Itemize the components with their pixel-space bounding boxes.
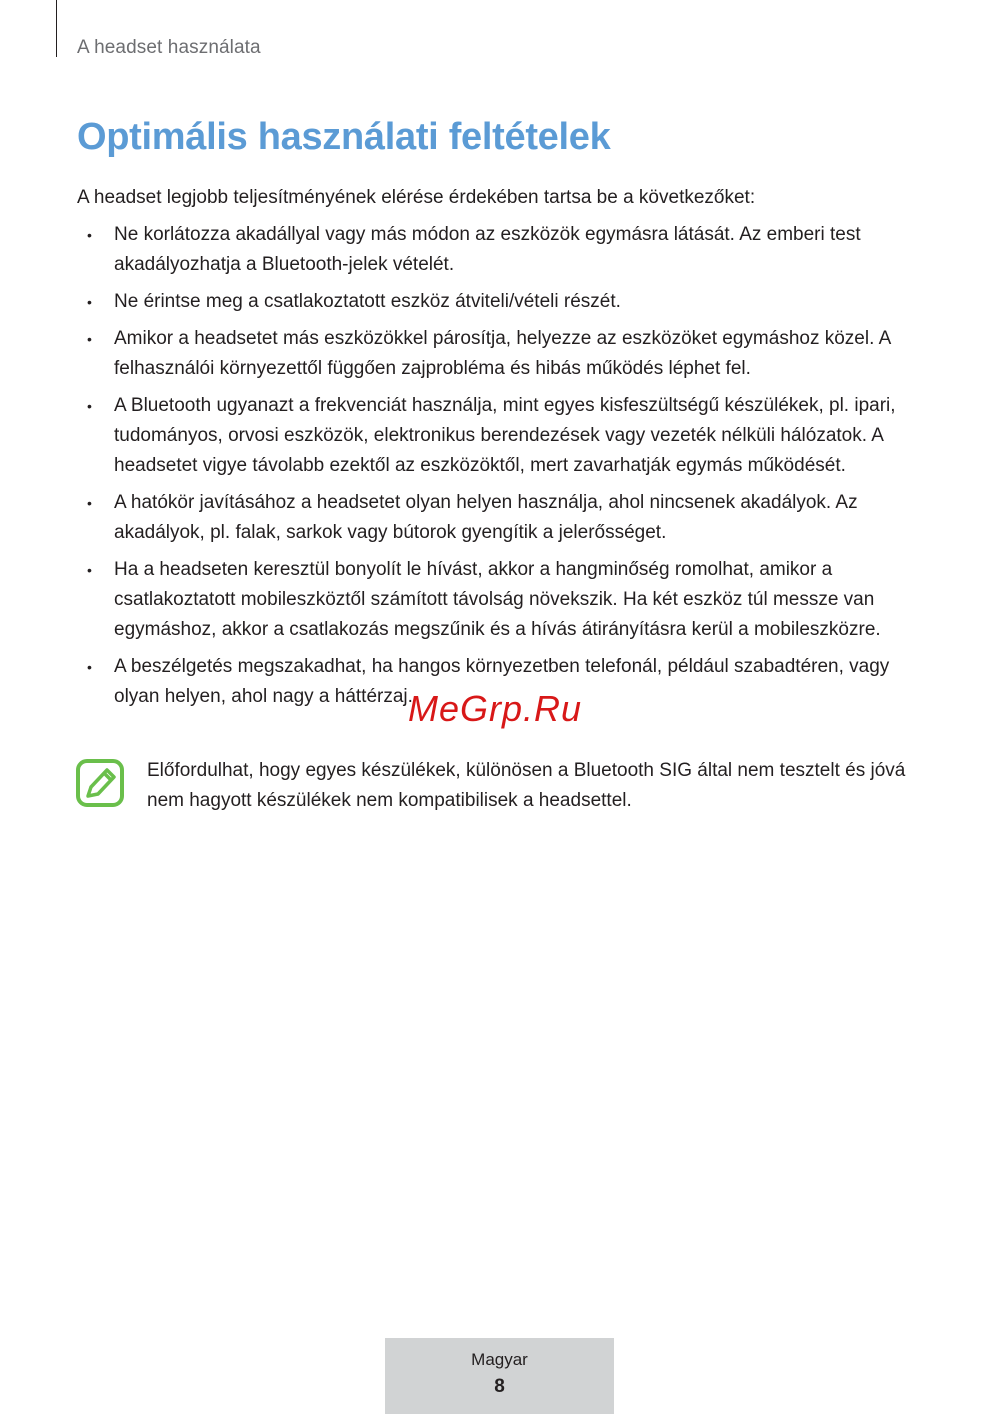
conditions-list <box>77 220 937 719</box>
page-footer <box>385 1338 614 1414</box>
list-item-text: A beszélgetés megszakadhat, ha hangos környezetben telefonál, például szabadtéren, vagy olyan helyen, ahol nagy a háttérzaj. <box>114 656 890 707</box>
note-pencil-icon <box>76 758 124 808</box>
list-item-text: Ne érintse meg a csatlakoztatott eszköz átviteli/vételi részét. <box>114 291 621 312</box>
list-item-text: Ha a headseten keresztül bonyolít le hívást, akkor a hangminőség romolhat, amikor a csatlakoztatott mobileszköztől számított távolság növekszik. Ha két eszköz túl messze van egymáshoz, akkor a csatlakozás megszűnik és a hívás átirányításra kerül a mobileszközre. <box>114 559 881 640</box>
list-item <box>77 324 937 384</box>
list-item-text: A Bluetooth ugyanazt a frekvenciát használja, mint egyes kisfeszültségű készülékek, pl. ipari, tudományos, orvosi eszközök, elektronikus berendezések vagy vezeték nélküli hálózatok. A headsetet vigye távolabb ezektől az eszközöktől, mert zavarhatják egymás működését. <box>114 395 896 476</box>
page-number: 8 <box>494 1376 505 1397</box>
bullet-icon: • <box>87 331 92 347</box>
list-item-text: A hatókör javításához a headsetet olyan helyen használja, ahol nincsenek akadályok. Az akadályok, pl. falak, sarkok vagy bútorok gyengítik a jelerősséget. <box>114 492 858 543</box>
bullet-icon: • <box>87 562 92 578</box>
watermark: MeGrp.Ru <box>408 688 583 729</box>
bullet-icon: • <box>87 398 92 414</box>
list-item <box>77 391 937 481</box>
intro-paragraph: A headset legjobb teljesítményének elérése érdekében tartsa be a következőket: <box>77 187 756 208</box>
page-title: Optimális használati feltételek <box>77 116 611 158</box>
note-block <box>76 756 936 816</box>
list-item-text: Amikor a headsetet más eszközökkel párosítja, helyezze az eszközöket egymáshoz közel. A felhasználói környezettől függően zajprobléma és hibás működés léphet fel. <box>114 328 891 379</box>
list-item <box>77 220 937 280</box>
bullet-icon: • <box>87 495 92 511</box>
header-divider <box>56 0 57 57</box>
footer-language: Magyar <box>471 1350 528 1369</box>
list-item <box>77 488 937 548</box>
bullet-icon: • <box>87 294 92 310</box>
list-item <box>77 287 937 317</box>
note-text: Előfordulhat, hogy egyes készülékek, különösen a Bluetooth SIG által nem tesztelt és jóvá nem hagyott készülékek nem kompatibilisek a headsettel. <box>147 760 906 811</box>
list-item <box>77 555 937 645</box>
bullet-icon: • <box>87 227 92 243</box>
bullet-icon: • <box>87 659 92 675</box>
section-header: A headset használata <box>77 37 261 58</box>
list-item-text: Ne korlátozza akadállyal vagy más módon az eszközök egymásra látását. Az emberi test akadályozhatja a Bluetooth-jelek vételét. <box>114 224 861 275</box>
